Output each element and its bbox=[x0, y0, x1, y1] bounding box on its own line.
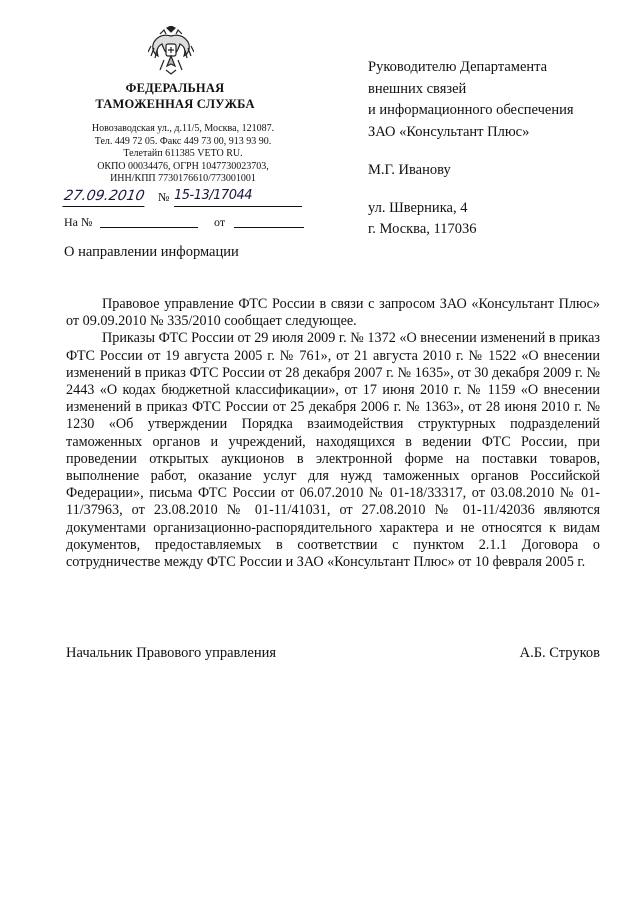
registration-line bbox=[64, 188, 304, 210]
reference-number-blank bbox=[100, 227, 198, 228]
addressee-line: и информационного обеспечения bbox=[368, 102, 574, 118]
addressee-line: Руководителю Департамента bbox=[368, 59, 548, 75]
addressee-line: внешних связей bbox=[368, 80, 467, 97]
organization-contacts bbox=[60, 123, 306, 186]
double-headed-eagle-emblem-icon bbox=[148, 26, 194, 76]
contact-line: ОКПО 00034476, ОГРН 1047730023703, bbox=[97, 160, 269, 172]
letter-subject: О направлении информации bbox=[64, 244, 239, 260]
registration-number: 15-13/17044 bbox=[174, 188, 302, 207]
contact-line: Новозаводская ул., д.11/5, Москва, 121087. bbox=[91, 123, 275, 134]
contact-line: Телетайп 611385 VETO RU. bbox=[123, 148, 243, 160]
org-name-line2: ТАМОЖЕННАЯ СЛУЖБА bbox=[95, 97, 255, 111]
addressee-line: ЗАО «Консультант Плюс» bbox=[368, 123, 530, 140]
reference-date-blank bbox=[234, 227, 304, 228]
number-label: № bbox=[158, 190, 170, 204]
reference-line bbox=[64, 215, 304, 235]
organization-name bbox=[60, 80, 290, 112]
letter-body bbox=[66, 296, 600, 571]
addressee-city: г. Москва, 117036 bbox=[368, 221, 477, 237]
addressee-person: М.Г. Иванову bbox=[368, 162, 451, 178]
signatory-title: Начальник Правового управления bbox=[66, 645, 277, 661]
org-name-line1: ФЕДЕРАЛЬНАЯ bbox=[125, 81, 225, 95]
reference-from-label: от bbox=[214, 215, 226, 229]
contact-line: Тел. 449 72 05. Факс 449 73 00, 913 93 90. bbox=[94, 135, 272, 147]
contact-line: ИНН/КПП 7730176610/773001001 bbox=[110, 173, 256, 185]
reference-label: На № bbox=[64, 215, 93, 229]
signatory-name: А.Б. Струков bbox=[519, 645, 600, 661]
registration-date: 27.09.2010 bbox=[62, 188, 147, 207]
body-paragraph: Приказы ФТС России от 29 июля 2009 г. № 1372 «О внесении изменений в приказ ФТС России от 19 августа 2005 г. № 761», от 21 августа 2010 г. № 1522 «О внесении изменений в приказ ФТС России от 28 декабря 2007 г. № 1635», от 30 декабря 2009 г. № 2443 «О кодах бюджетной классификации», от 17 июня 2010 г. № 1159 «О внесении изменений в приказ ФТС России от 25 декабря 2006 г. № 1363», от 28 июня 2010 г. № 1230 «Об утверждении Порядка взаимодействия структурных подразделений таможенных органов и учреждений, находящихся в ведении ФТС России, при проведении открытых аукционов в электронной форме на поставки товаров, выполнение работ, оказание услуг для нужд таможенных органов Российской Федерации», письма ФТС России от 06.07.2010 № 01-18/33317, от 03.08.2010 № 01-11/37963, от 23.08.2010 № 01-11/41031, от 27.08.2010 № 01-11/42036 являются документами организационно-распорядительного характера и не относятся к видам документов, предоставляемых в соответствии с пунктом 2.1.1 Договора о сотрудничестве между ФТС России и ЗАО «Консультант Плюс» от 10 февраля 2005 г. bbox=[66, 330, 600, 571]
addressee-street: ул. Шверника, 4 bbox=[368, 199, 468, 216]
body-paragraph: Правовое управление ФТС России в связи с запросом ЗАО «Консультант Плюс» от 09.09.2010 № 335/2010 сообщает следующее. bbox=[66, 296, 600, 330]
addressee-block bbox=[368, 57, 574, 241]
